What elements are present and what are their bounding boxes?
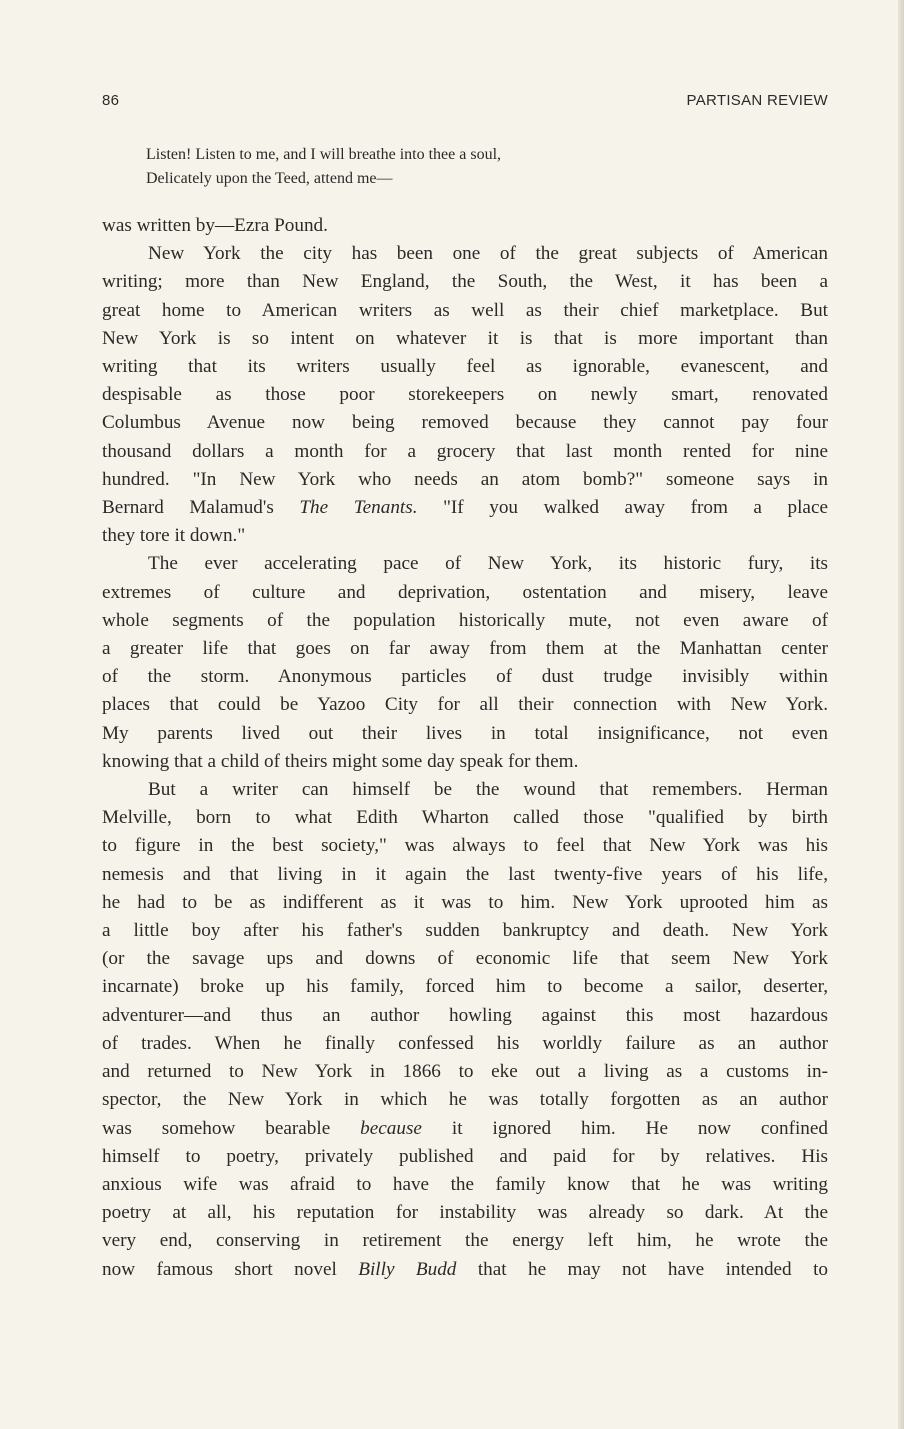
text-line: New York the city has been one of the great subjects of American [148, 243, 828, 265]
text-line: they tore it down." [102, 525, 246, 547]
text-line: hundred. "In New York who needs an atom bomb?" someone says in [102, 468, 828, 490]
verse-line: Listen! Listen to me, and I will breathe into thee a soul, [146, 146, 502, 163]
text-line: writing; more than New England, the South, the West, it has been a [102, 271, 828, 293]
text-line: knowing that a child of theirs might some day speak for them. [102, 750, 579, 772]
text-line: poetry at all, his reputation for instability was already so dark. At the [102, 1202, 828, 1224]
body-text [102, 212, 828, 1284]
text-line: thousand dollars a month for a grocery that last month rented for nine [102, 440, 828, 462]
text-line: nemesis and that living in it again the last twenty-five years of his life, [102, 863, 828, 885]
text-line: of the storm. Anonymous particles of dust trudge invisibly within [102, 666, 828, 688]
text-line: (or the savage ups and downs of economic life that seem New York [102, 948, 828, 970]
text-line: extremes of culture and deprivation, ostentation and misery, leave [102, 581, 828, 603]
text-line: New York is so intent on whatever it is that is more important than [102, 327, 828, 349]
text-line: incarnate) broke up his family, forced him to become a sailor, deserter, [102, 976, 828, 998]
journal-title: PARTISAN REVIEW [686, 92, 828, 109]
text-line: very end, conserving in retirement the energy left him, he wrote the [102, 1230, 828, 1252]
book-title-billy-budd: Billy Budd [358, 1258, 457, 1280]
text-line: was written by—Ezra Pound. [102, 215, 328, 236]
text-line: places that could be Yazoo City for all their connection with New York. [102, 694, 828, 716]
text-line: of trades. When he finally confessed his worldly failure as an author [102, 1032, 828, 1054]
text-line: My parents lived out their lives in total insignificance, not even [102, 722, 828, 744]
emphasis-because: because [360, 1117, 422, 1139]
text-line: and returned to New York in 1866 to eke out a living as a customs in- [102, 1061, 828, 1083]
text-line: anxious wife was afraid to have the family know that he was writing [102, 1173, 828, 1195]
text-line: a little boy after his father's sudden bankruptcy and death. New York [102, 920, 828, 942]
text-line: now famous short novel Billy Budd that he may not have intended to [102, 1258, 828, 1280]
text-line: spector, the New York in which he was totally forgotten as an author [102, 1089, 828, 1111]
page-number: 86 [102, 92, 120, 109]
text-line: to figure in the best society," was always to feel that New York was his [102, 835, 828, 857]
text-line: Melville, born to what Edith Wharton called those "qualified by birth [102, 807, 828, 829]
text-line: writing that its writers usually feel as ignorable, evanescent, and [102, 356, 828, 378]
text-line: a greater life that goes on far away from them at the Manhattan center [102, 638, 828, 660]
verse-quotation [146, 143, 746, 191]
text-line: whole segments of the population historically mute, not even aware of [102, 609, 828, 631]
text-line: great home to American writers as well as their chief marketplace. But [102, 299, 828, 321]
text-line: The ever accelerating pace of New York, its historic fury, its [148, 553, 828, 575]
text-line: Bernard Malamud's The Tenants. "If you walked away from a place [102, 497, 828, 519]
text-line: But a writer can himself be the wound that remembers. Herman [148, 779, 828, 801]
text-line: despisable as those poor storekeepers on newly smart, renovated [102, 384, 828, 406]
page-edge [898, 0, 904, 1429]
text-line: was somehow bearable because it ignored him. He now confined [102, 1117, 829, 1139]
text-line: Columbus Avenue now being removed because they cannot pay four [102, 412, 828, 434]
text-line: he had to be as indifferent as it was to him. New York uprooted him as [102, 891, 828, 913]
text-line: himself to poetry, privately published and paid for by relatives. His [102, 1145, 828, 1167]
text-line: adventurer—and thus an author howling against this most hazardous [102, 1004, 828, 1026]
book-title-the-tenants: The Tenants. [299, 497, 418, 519]
running-head [102, 92, 828, 112]
verse-line: Delicately upon the Teed, attend me— [146, 170, 393, 187]
